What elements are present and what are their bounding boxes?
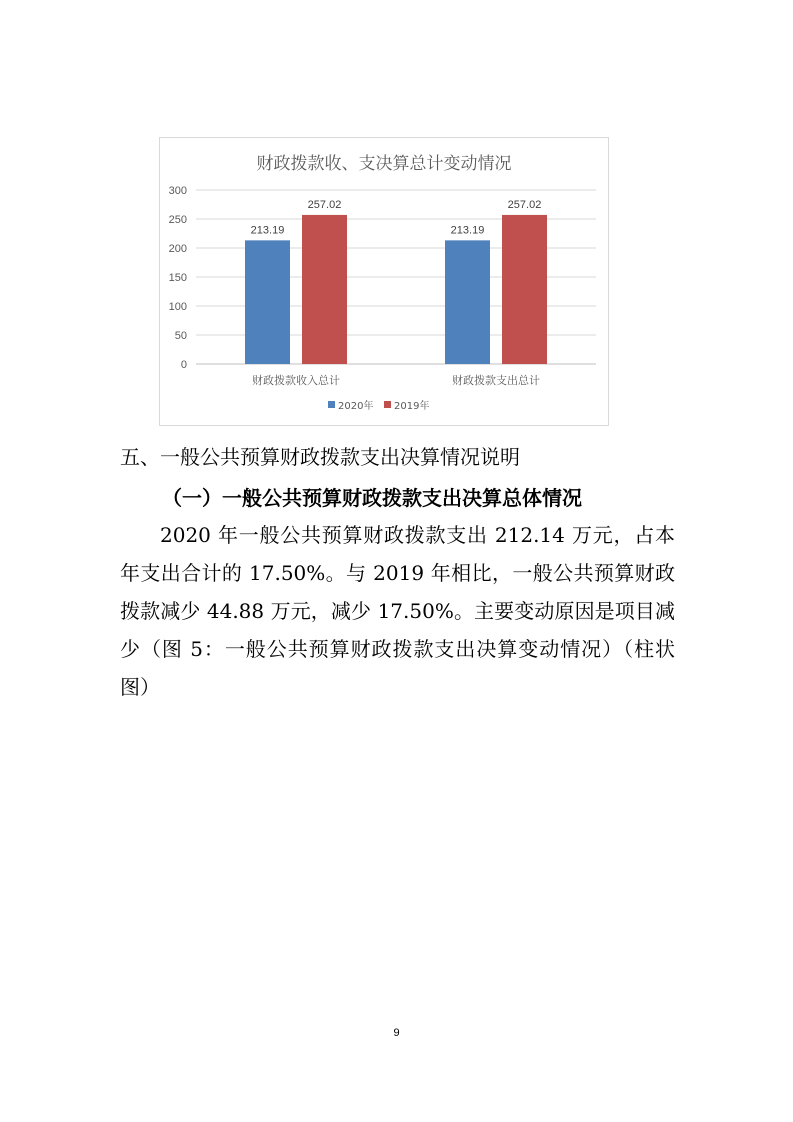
- y-tick-label: 300: [168, 185, 187, 197]
- data-label: 213.19: [250, 224, 285, 237]
- section-heading: 五、一般公共预算财政拨款支出决算情况说明: [120, 445, 520, 469]
- y-tick-label: 150: [168, 272, 187, 284]
- bar: [445, 240, 490, 364]
- bars: [245, 199, 547, 364]
- legend-swatch: [384, 401, 391, 408]
- x-tick-label: 财政拨款支出总计: [452, 374, 540, 387]
- page-number: 9: [393, 1027, 400, 1039]
- y-tick-label: 250: [168, 214, 187, 226]
- subsection-heading: （一）一般公共预算财政拨款支出决算总体情况: [162, 486, 582, 510]
- y-tick-label: 200: [168, 243, 187, 255]
- x-axis: [252, 373, 540, 387]
- body-paragraph: 2020 年一般公共预算财政拨款支出 212.14 万元，占本年支出合计的 17.50%。与 2019 年相比，一般公共预算财政拨款减少 44.88 万元，减少 17.50%。主要变动原因是项目减少（图 5：一般公共预算财政拨款支出决算变动情况）（柱状图）: [120, 523, 675, 699]
- data-label: 257.02: [507, 198, 542, 211]
- chart-title: 财政拨款收、支决算总计变动情况: [256, 154, 512, 173]
- legend-label: 2020年: [338, 401, 374, 412]
- legend: [328, 399, 429, 412]
- data-label: 213.19: [450, 224, 485, 237]
- legend-label: 2019年: [394, 401, 430, 412]
- y-axis: [169, 185, 187, 371]
- x-tick-label: 财政拨款收入总计: [252, 374, 340, 387]
- bar: [302, 215, 347, 364]
- bar-chart: [159, 137, 609, 426]
- data-label: 257.02: [307, 198, 342, 211]
- legend-swatch: [328, 401, 335, 408]
- y-tick-label: 0: [180, 359, 187, 371]
- y-tick-label: 50: [174, 330, 187, 342]
- y-tick-label: 100: [168, 301, 187, 313]
- bar: [245, 240, 290, 364]
- bar: [502, 215, 547, 364]
- chart-canvas: [160, 138, 608, 425]
